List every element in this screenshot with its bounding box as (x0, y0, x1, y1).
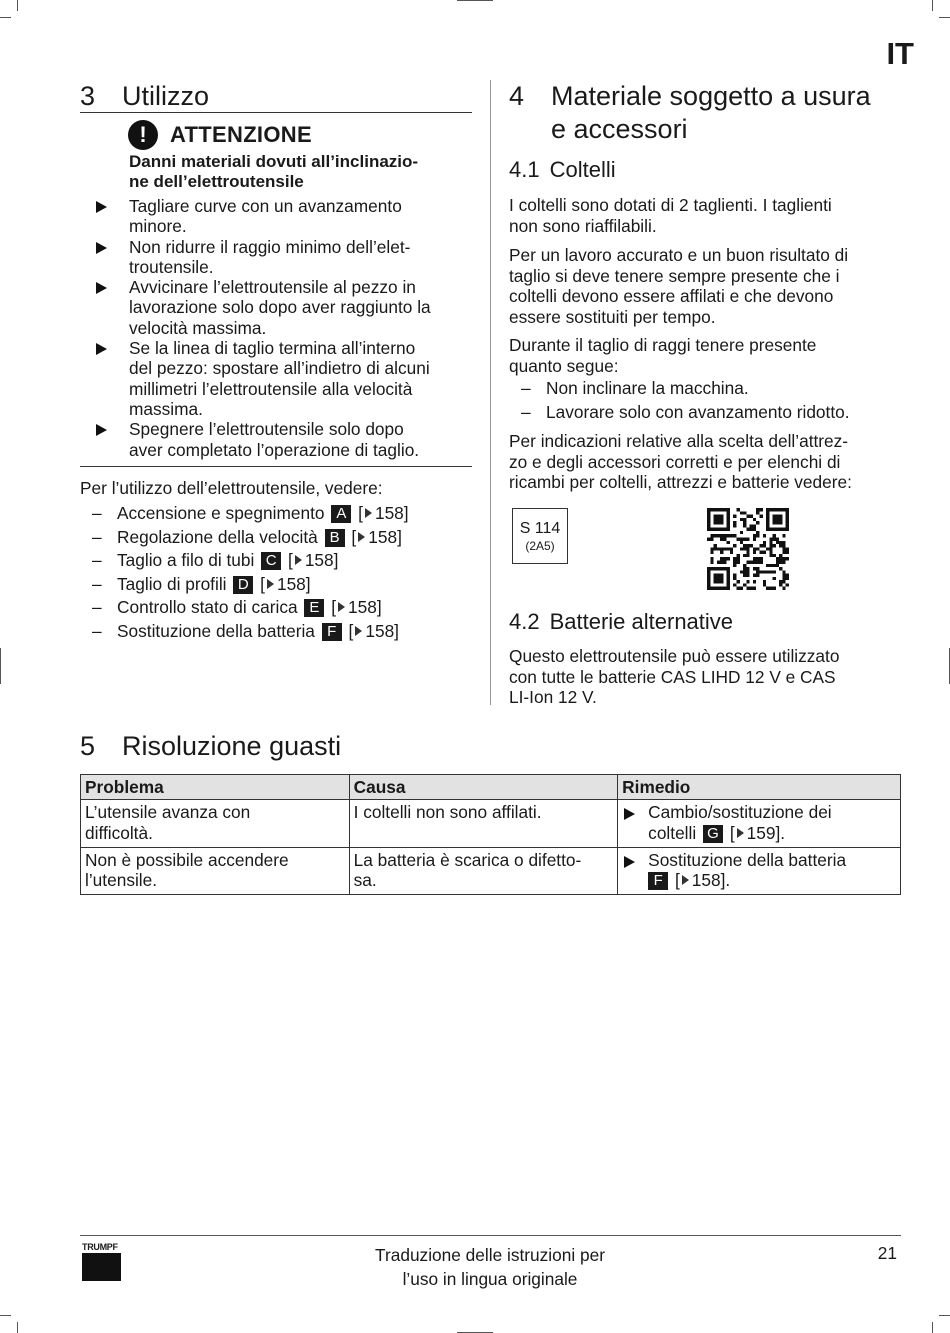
footer-text (330, 1243, 650, 1291)
ref-bracket: [ (331, 597, 337, 618)
paragraph (509, 335, 904, 376)
paragraph-line: essere sostituiti per tempo. (509, 306, 716, 327)
section-title-text: Utilizzo (122, 81, 210, 111)
ref-bracket: [ (288, 550, 293, 571)
cause-cell (349, 800, 618, 848)
qr-code-icon[interactable] (707, 508, 789, 590)
dash-bullet: – (92, 597, 102, 618)
list-item-text: Accensione e spegnimento (117, 503, 325, 523)
crop-mark (457, 0, 493, 1)
section-number: 5 (80, 731, 96, 761)
list-item-text: massima. (129, 398, 203, 419)
paragraph (509, 431, 904, 493)
list-item-text: Se la linea di taglio termina all’interno (129, 338, 416, 359)
cell-line: L’utensile avanza con (85, 802, 251, 823)
list-item (80, 502, 409, 526)
ref-bracket: [ (674, 870, 680, 891)
section-title-text: Risoluzione guasti (122, 731, 342, 761)
list-item-text: Lavorare solo con avanzamento ridotto. (546, 401, 850, 422)
radius-tips-list (509, 377, 850, 424)
remedy-cell (618, 847, 901, 895)
crop-mark (17, 0, 18, 11)
paragraph-line: zo e degli accessori corretti e per elenchi di (509, 451, 841, 472)
table-row (81, 800, 901, 848)
list-item (80, 277, 472, 338)
paragraph-line: quanto segue: (509, 355, 619, 376)
paragraph (509, 195, 904, 236)
triangle-bullet-icon (96, 282, 107, 294)
list-item-text: Avvicinare l’elettroutensile al pezzo in (129, 277, 416, 298)
list-item-text: Tagliare curve con un avanzamento (129, 196, 402, 216)
subsection-title-text: Coltelli (549, 157, 616, 182)
table-header-row (81, 775, 901, 800)
reference-code: S 114 (519, 520, 561, 537)
list-item-text: Controllo stato di carica (117, 597, 298, 618)
footer-text-line: Traduzione delle istruzioni per (375, 1245, 605, 1265)
list-item-text: Non inclinare la macchina. (546, 378, 749, 398)
page-reference[interactable]: 158] (368, 526, 402, 547)
list-item-text: Sostituzione della batteria (117, 620, 315, 641)
figure-key-badge: G (703, 825, 723, 843)
paragraph (509, 646, 904, 708)
list-item (80, 549, 409, 573)
column-header: Rimedio (618, 775, 901, 800)
dash-bullet: – (521, 378, 531, 398)
cell-line: I coltelli non sono affilati. (353, 802, 542, 823)
section-title-text: Materiale soggetto a usura (551, 81, 871, 111)
usage-list (80, 502, 409, 644)
page-reference[interactable]: 158] (276, 573, 311, 594)
problem-cell (81, 800, 350, 848)
triangle-bullet-icon (96, 201, 107, 213)
cell-line: Non è possibile accendere (85, 849, 289, 870)
warning-header (128, 120, 312, 150)
dash-bullet: – (92, 503, 102, 523)
list-item-text: minore. (129, 216, 187, 237)
table-row (81, 847, 901, 895)
paragraph-line: LI-Ion 12 V. (509, 687, 597, 707)
section-title (80, 730, 341, 763)
cell-line: La batteria è scarica o difetto- (353, 849, 582, 870)
trumpf-logo (82, 1242, 122, 1281)
triangle-bullet-icon (624, 808, 635, 820)
divider (80, 466, 472, 467)
triangle-bullet-icon (96, 242, 107, 254)
problem-cell (81, 847, 350, 895)
paragraph-line: Durante il taglio di raggi tenere presente (509, 335, 817, 355)
cell-line: difficoltà. (85, 822, 153, 843)
list-item-text: Regolazione della velocità (117, 526, 318, 547)
exclamation-icon: ! (128, 120, 158, 150)
list-item-text: Taglio a filo di tubi (117, 550, 255, 571)
cell-line: Sostituzione della batteria (648, 849, 847, 870)
cell-line: sa. (353, 870, 377, 891)
page-number: 21 (877, 1243, 897, 1263)
ref-bracket: [ (348, 620, 354, 641)
divider (80, 112, 472, 113)
dash-bullet: – (92, 620, 102, 641)
dash-bullet: – (92, 526, 102, 547)
page-reference[interactable]: 159]. (746, 822, 786, 843)
paragraph-line: ricambi per coltelli, attrezzi e batterie vedere: (509, 472, 852, 492)
crop-mark (0, 648, 1, 684)
cell-line: Cambio/sostituzione dei (648, 802, 832, 823)
paragraph-line: con tutte le batterie CAS LIHD 12 V e CAS (509, 666, 836, 687)
crop-mark (939, 17, 950, 18)
crop-mark (0, 17, 11, 18)
list-item (80, 237, 472, 278)
cause-cell (349, 847, 618, 895)
list-item (80, 338, 472, 419)
section-title (80, 80, 209, 113)
page-reference[interactable]: 158] (374, 503, 409, 523)
cell-line (648, 823, 896, 843)
page-reference-arrow-icon (365, 508, 372, 518)
list-item (80, 526, 409, 550)
crop-mark (932, 0, 933, 11)
list-item (80, 620, 409, 644)
list-item-text: velocità massima. (129, 317, 267, 338)
list-item-text: del pezzo: spostare all’indietro di alcuni (129, 358, 430, 379)
figure-key-badge: C (261, 552, 281, 570)
triangle-bullet-icon (96, 424, 107, 436)
page-reference-arrow-icon (338, 602, 345, 612)
section-number: 3 (80, 81, 96, 111)
page-reference-arrow-icon (682, 875, 689, 885)
ref-bracket: [ (260, 573, 265, 594)
list-item-text: Taglio di profili (117, 573, 227, 594)
subsection-title (509, 608, 733, 636)
subsection-number: 4.1 (509, 157, 540, 182)
page-reference-arrow-icon (267, 579, 274, 589)
paragraph-line: I coltelli sono dotati di 2 taglienti. I taglienti (509, 195, 832, 215)
reference-code-sub: (2A5) (525, 539, 555, 553)
crop-mark (0, 1315, 11, 1316)
page-reference[interactable]: 158] (304, 550, 339, 571)
dash-bullet: – (521, 401, 531, 422)
triangle-bullet-icon (624, 856, 635, 868)
triangle-bullet-icon (96, 343, 107, 355)
cell-line: l’utensile. (85, 870, 158, 891)
logo-text: TRUMPF (82, 1242, 118, 1252)
crop-mark (932, 1322, 933, 1333)
page-reference-arrow-icon (295, 555, 302, 565)
page-reference[interactable]: 158] (365, 620, 399, 641)
column-header: Causa (349, 775, 618, 800)
list-item-text: millimetri l’elettroutensile alla velocità (129, 378, 413, 399)
paragraph-line: Per un lavoro accurato e un buon risultato di (509, 245, 849, 265)
figure-key-badge: E (304, 599, 324, 617)
subsection-number: 4.2 (509, 609, 540, 634)
subsection-title-text: Batterie alternative (549, 609, 734, 634)
section-title-text: e accessori (551, 114, 688, 144)
list-item (80, 573, 409, 597)
figure-key-badge: B (325, 529, 345, 547)
figure-key-badge: D (233, 576, 253, 594)
warning-label: ATTENZIONE (170, 122, 312, 147)
warning-subtitle-line: ne dell’elettroutensile (129, 172, 304, 191)
column-divider (490, 80, 491, 705)
page-reference[interactable]: 158] (348, 597, 382, 618)
list-item-text: Spegnere l’elettroutensile solo dopo (129, 419, 404, 440)
paragraph-line: coltelli devono essere affilati e che devono (509, 286, 834, 306)
paragraph-line: non sono riaffilabili. (509, 215, 657, 236)
page-reference-arrow-icon (358, 532, 365, 542)
usage-intro: Per l’utilizzo dell’elettroutensile, vedere: (80, 478, 383, 498)
language-tag: IT (886, 36, 914, 71)
paragraph-line: Per indicazioni relative alla scelta dell’attrez- (509, 431, 849, 451)
list-item-text: aver completato l’operazione di taglio. (129, 439, 420, 460)
list-item-text: troutensile. (129, 256, 214, 277)
remedy-cell (618, 800, 901, 848)
section-number: 4 (509, 81, 525, 111)
crop-mark (939, 1315, 950, 1316)
cell-text: coltelli (648, 822, 697, 843)
figure-key-badge: F (322, 623, 342, 641)
page-reference-arrow-icon (737, 828, 744, 838)
dash-bullet: – (92, 573, 102, 594)
paragraph-line: Questo elettroutensile può essere utilizzato (509, 646, 840, 666)
figure-key-badge: F (648, 872, 668, 890)
ref-bracket: [ (729, 822, 735, 843)
list-item (80, 419, 472, 460)
paragraph (509, 245, 904, 327)
warning-list (80, 196, 472, 460)
dash-bullet: – (92, 550, 102, 571)
ref-bracket: [ (358, 503, 363, 523)
list-item-text: lavorazione solo dopo aver raggiunto la (129, 297, 431, 318)
column-header: Problema (81, 775, 350, 800)
list-item (80, 196, 472, 237)
crop-mark (17, 1322, 18, 1333)
section-title (509, 80, 904, 146)
subsection-title (509, 156, 616, 184)
list-item (509, 377, 850, 401)
footer-divider (80, 1235, 901, 1236)
reference-code-box (512, 508, 568, 564)
logo-block (82, 1253, 121, 1281)
list-item-text: Non ridurre il raggio minimo dell’elet- (129, 236, 411, 257)
footer-text-line: l’uso in lingua originale (402, 1269, 578, 1289)
ref-bracket: [ (351, 526, 357, 547)
figure-key-badge: A (331, 505, 351, 523)
paragraph-line: taglio si deve tenere sempre presente che i (509, 265, 840, 286)
troubleshooting-table (80, 774, 901, 895)
warning-subtitle-line: Danni materiali dovuti all’inclinazio- (129, 152, 419, 171)
list-item (509, 401, 850, 425)
warning-subtitle (129, 152, 469, 192)
cell-line (648, 870, 896, 890)
page-reference-arrow-icon (355, 626, 362, 636)
page-reference[interactable]: 158]. (691, 870, 731, 891)
list-item (80, 596, 409, 620)
